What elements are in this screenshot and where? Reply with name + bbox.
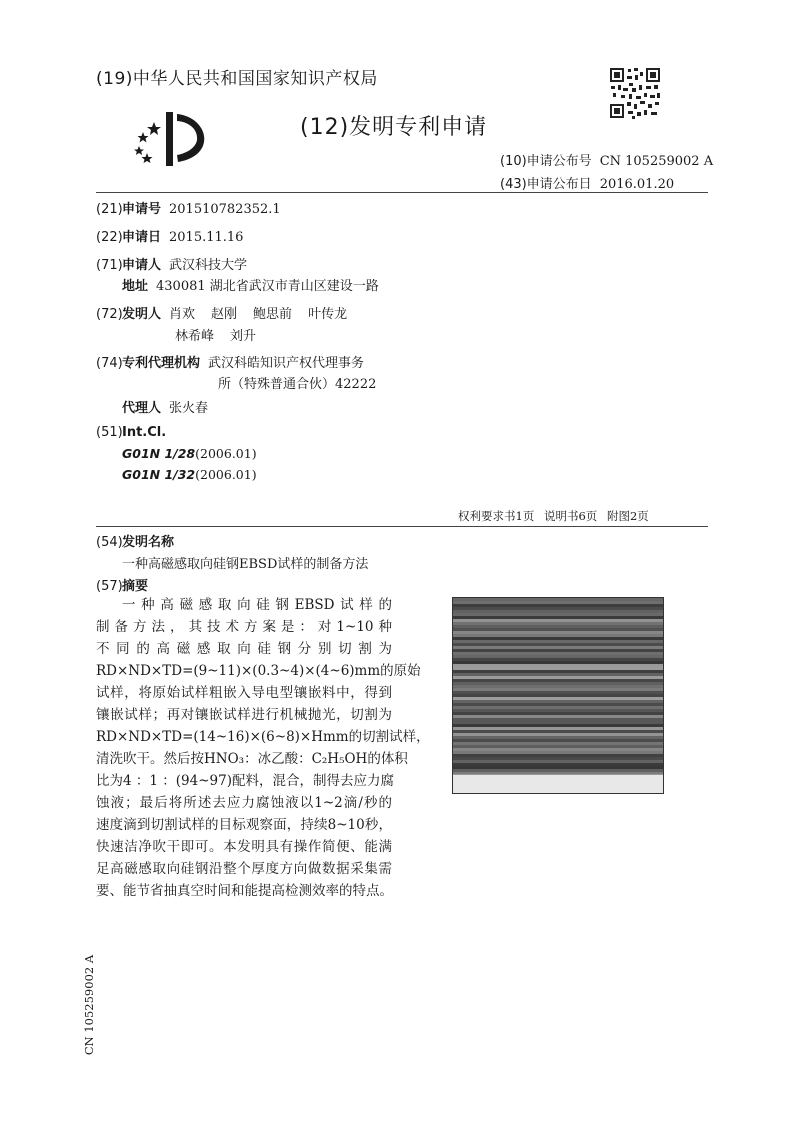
agent [122,397,208,416]
field-label: 发明名称 [122,535,175,550]
inventors-continued [175,325,272,344]
grain-band [453,721,663,724]
abstract-line: 足高磁感取向硅钢沿整个厚度方向做数据采集需 [96,861,392,877]
grain-band [453,667,663,670]
grain-band [453,685,663,688]
abstract-line: 要、能节省抽真空时间和能提高检测效率的特点。 [96,883,393,899]
application-date [96,226,243,245]
abstract-line: 速度滴到切割试样的目标观察面，持续8~10秒， [96,817,392,833]
inventor-name: 叶传龙 [308,307,348,322]
field-label: Int.Cl. [122,425,167,440]
field-value: 2015.11.16 [169,230,244,245]
field-label: 申请日 [122,230,162,245]
grain-band [453,652,663,655]
page-counts: 权利要求书1页 说明书6页 附图2页 [458,509,649,523]
grain-band [453,670,663,673]
ipc-code: G01N 1/32 [122,467,196,482]
grain-band [453,754,663,757]
applicant [96,254,247,273]
document-type: (12)发明专利申请 [300,115,488,140]
biblio-divider [96,526,708,527]
field-value: 张火春 [169,401,209,416]
grain-band [453,655,663,658]
grain-band [453,676,663,679]
grain-band [453,706,663,709]
grain-band [453,634,663,637]
grain-band [453,628,663,631]
grain-band [453,724,663,727]
ipc-class [122,467,257,482]
grain-band [453,682,663,685]
grain-band [453,679,663,682]
grain-band [453,640,663,643]
field-label: 申请号 [122,202,162,217]
patent-agency [96,352,364,371]
grain-band [453,688,663,691]
issuing-office: (19)中华人民共和国国家知识产权局 [96,69,378,89]
publication-date-label: (43)申请公布日 [500,177,592,192]
inventors [96,303,363,322]
grain-band [453,661,663,664]
qr-code-icon [608,66,662,120]
grain-band [453,613,663,616]
grain-band [453,700,663,703]
abstract-line: 制备方法，其技术方案是：对1~10种 [96,619,392,635]
grain-band [453,697,663,700]
grain-band [453,718,663,721]
publication-date-value: 2016.01.20 [599,177,675,192]
abstract-line: 一种高磁感取向硅钢EBSD试样的 [122,597,392,613]
ipc-code: G01N 1/28 [122,446,196,461]
side-publication-number [78,955,100,1055]
field-code: (72) [96,307,123,322]
grain-band [453,664,663,667]
field-code: (51) [96,425,123,440]
ipc-date: (2006.01) [195,467,257,482]
inventor-name: 鲍思前 [253,307,293,322]
grain-band [453,709,663,712]
publication-number-value: CN 105259002 A [599,154,714,169]
grain-band [453,604,663,607]
field-value: 201510782352.1 [169,202,281,217]
office-emblem-icon [130,108,208,170]
abstract-heading [96,575,156,594]
inventor-name: 刘升 [230,329,257,344]
grain-band [453,673,663,676]
field-value: 所（特殊普通合伙）42222 [218,377,377,392]
field-label: 摘要 [122,579,149,594]
scale-bar [453,774,663,793]
grain-band [453,616,663,619]
publication-number-label: (10)申请公布号 [500,154,592,169]
grain-band [453,658,663,661]
grain-band [453,733,663,736]
ipc-date: (2006.01) [195,446,257,461]
grain-band [453,739,663,742]
field-label: 代理人 [122,401,162,416]
abstract-line: RD×ND×TD=(9~11)×(0.3~4)×(4~6)mm的原始 [96,663,421,679]
field-code: (21) [96,202,123,217]
ipc-class [122,446,257,461]
field-value: 武汉科皓知识产权代理事务 [208,356,365,371]
grain-band [453,646,663,649]
grain-band [453,769,663,772]
grain-band [453,622,663,625]
inventor-name: 林希峰 [175,329,215,344]
abstract-line: 比为4 ：1 ：(94~97)配料，混合，制得去应力腐 [96,773,394,789]
grain-band [453,763,663,766]
grain-band [453,715,663,718]
abstract-line: 不同的高磁感取向硅钢分别切割为 [96,641,392,657]
grain-band [453,736,663,739]
abstract-line: 镶嵌试样；再对镶嵌试样进行机械抛光，切割为 [96,707,392,723]
field-code: (57) [96,579,123,594]
applicant-address [122,275,379,294]
grain-band [453,751,663,754]
abstract-line: RD×ND×TD=(14~16)×(6~8)×Hmm的切割试样， [96,729,430,745]
abstract-line: 蚀液；最后将所述去应力腐蚀液以1~2滴/秒的 [96,795,392,811]
inventor-name: 赵刚 [211,307,238,322]
grain-band [453,619,663,622]
field-code: (54) [96,535,123,550]
grain-band [453,748,663,751]
side-publication-number-text: CN 105259002 A [82,954,96,1056]
grain-band [453,649,663,652]
field-label: 专利代理机构 [122,356,201,371]
grain-band [453,691,663,694]
grain-band [453,643,663,646]
grain-band [453,727,663,730]
application-number [96,198,281,217]
field-label: 发明人 [122,307,162,322]
invention-title-heading [96,531,182,550]
grain-band [453,757,663,760]
field-label: 申请人 [122,258,162,273]
grain-band [453,712,663,715]
grain-band [453,760,663,763]
publication-number [500,150,713,169]
grain-band [453,607,663,610]
grain-band [453,601,663,604]
invention-title: 一种高磁感取向硅钢EBSD试样的制备方法 [122,557,369,572]
inventor-name: 肖欢 [169,307,196,322]
abstract-line: 快速洁净吹干即可。本发明具有操作简便、能满 [96,839,392,855]
grain-band [453,742,663,745]
int-cl [96,425,174,440]
field-code: (71) [96,258,123,273]
field-code: (22) [96,230,123,245]
field-code: (74) [96,356,123,371]
grain-band [453,598,663,601]
header-divider [96,192,708,193]
patent-agency-continued [218,373,376,392]
grain-band [453,631,663,634]
grain-band [453,730,663,733]
grain-band [453,703,663,706]
field-label: 地址 [122,279,149,294]
field-value: 武汉科技大学 [169,258,248,273]
grain-band [453,637,663,640]
publication-date [500,173,674,192]
grain-band [453,625,663,628]
field-value: 430081 湖北省武汉市青山区建设一路 [156,279,379,294]
abstract-line: 试样，将原始试样粗嵌入导电型镶嵌料中，得到 [96,685,392,701]
grain-band [453,610,663,613]
abstract-micrograph-image [452,597,664,794]
abstract-line: 清洗吹干。然后按HNO₃：冰乙酸：C₂H₅OH的体积 [96,751,408,767]
grain-band [453,766,663,769]
grain-band [453,694,663,697]
grain-band [453,745,663,748]
